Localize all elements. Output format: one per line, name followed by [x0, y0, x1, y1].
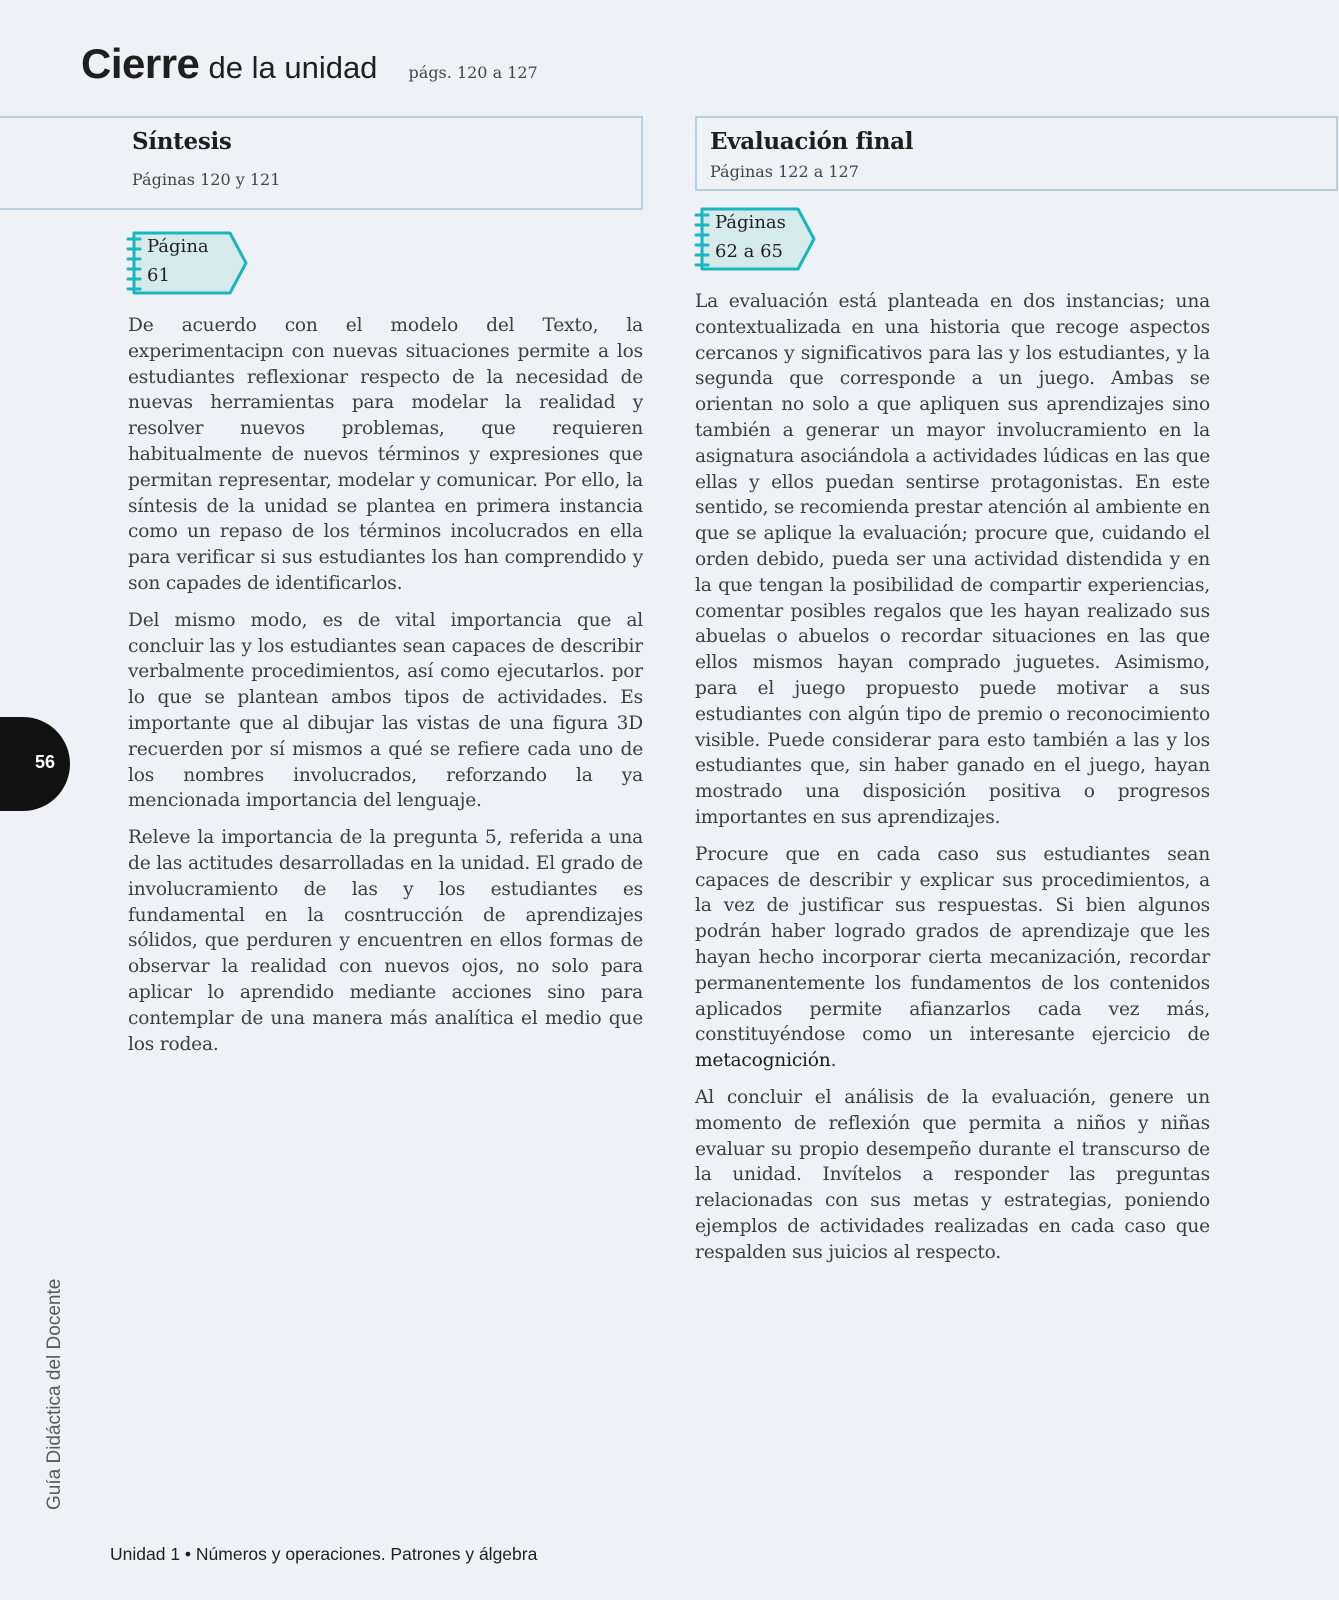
- evaluacion-paragraph-text: Procure que en cada caso sus estudiantes sean capaces de describir y explicar sus procedimientos, a la vez de justificar sus respuestas. Si bien algunos podrán haber logrado grados de aprendizaje que les hayan hecho incorporar cierta mecanización, recordar permanentemente los fundamentos de los contenidos aplicados permite afianzarlos cada vez más, constituyéndose como un interesante ejercicio de: [695, 843, 1210, 1046]
- page-header: [81, 40, 538, 88]
- evaluacion-tag-line2: 62 a 65: [715, 241, 783, 262]
- sintesis-tag-line2: 61: [147, 265, 170, 286]
- page-title-sub: de la unidad: [208, 50, 378, 85]
- evaluacion-tag-line1: Páginas: [715, 212, 786, 233]
- metacognicion-term: metacognición: [695, 1050, 831, 1072]
- footer: Unidad 1 • Números y operaciones. Patrones y álgebra: [110, 1544, 538, 1564]
- evaluacion-title: Evaluación final: [710, 128, 914, 155]
- sintesis-pages: Páginas 120 y 121: [132, 170, 281, 189]
- sintesis-body: [128, 313, 643, 1068]
- metacognicion-suffix: .: [830, 1050, 837, 1072]
- sintesis-paragraph: Del mismo modo, es de vital importancia que al concluir las y los estudiantes sean capaces de describir verbalmente procedimientos, así como ejecutarlos. por lo que se plantean ambos tipos de actividades. Es importante que al dibujar las vistas de una figura 3D recuerden por sí mismos a qué se refiere cada uno de los nombres involucrados, reforzando la ya mencionada importancia del lenguaje.: [128, 609, 643, 812]
- page-range: págs. 120 a 127: [408, 63, 538, 82]
- sintesis-paragraph: Releve la importancia de la pregunta 5, referida a una de las actitudes desarrolladas en la unidad. El grado de involucramiento de las y los estudiantes es fundamental en la cosntrucción de aprendizajes sólidos, que perduren y encuentren en ellos formas de observar la realidad con nuevos ojos, no solo para aplicar lo aprendido mediante acciones sino para contemplar de una manera más analítica el medio que los rodea.: [128, 827, 643, 1055]
- evaluacion-body: [695, 289, 1210, 1276]
- evaluacion-header-box: [695, 116, 1338, 191]
- sintesis-title: Síntesis: [132, 128, 232, 155]
- side-label: Guía Didáctica del Docente: [44, 1278, 65, 1510]
- evaluacion-pages: Páginas 122 a 127: [710, 162, 859, 181]
- sintesis-paragraph: De acuerdo con el modelo del Texto, la experimentacipn con nuevas situaciones permite a los estudiantes reflexionar respecto de la necesidad de nuevas herramientas para modelar la realidad y resolver nuevos problemas, que requieren habitualmente de nuevos términos y expresiones que permitan representar, modelar y comunicar. Por ello, la síntesis de la unidad se plantea en primera instancia como un repaso de los términos incolucrados en ella para verificar si sus estudiantes los han comprendido y son capades de identificarlos.: [128, 315, 643, 594]
- page-number: 56: [35, 752, 56, 772]
- evaluacion-paragraph: Al concluir el análisis de la evaluación, genere un momento de reflexión que permita a niños y niñas evaluar su propio desempeño durante el transcurso de la unidad. Invítelos a responder las preguntas relacionadas con sus metas y estrategias, poniendo ejemplos de actividades realizadas en cada caso que respalden sus juicios al respecto.: [695, 1086, 1210, 1263]
- page-title-main: Cierre: [81, 40, 200, 87]
- evaluacion-paragraph: La evaluación está planteada en dos instancias; una contextualizada en una historia que recoge aspectos cercanos y significativos para las y los estudiantes, y la segunda que corresponde a un juego. Ambas se orientan no solo a que apliquen sus aprendizajes sino también a generar un mayor involucramiento en la asignatura asociándola a actividades lúdicas en las que ellas y ellos puedan sentirse protagonistas. En este sentido, se recomienda prestar atención al ambiente en que se aplique la evaluación; procure que, cuidando el orden debido, pueda ser una actividad distendida y en la que tengan la posibilidad de compartir experiencias, comentar posibles regalos que les hayan realizado sus abuelas o abuelos o recordar situaciones en las que ellos mismos hayan comprado juguetes. Asimismo, para el juego propuesto puede motivar a sus estudiantes con algún tipo de premio o reconocimiento visible. Puede considerar para esto también a las y los estudiantes que, sin haber ganado en el juego, hayan mostrado una disposición positiva o progresos importantes en sus aprendizajes.: [695, 291, 1210, 828]
- evaluacion-page-tag: [694, 205, 818, 273]
- evaluacion-paragraph-metacognicion: [695, 842, 1210, 1074]
- sintesis-page-tag: [126, 229, 250, 297]
- sintesis-tag-line1: Página: [147, 236, 209, 257]
- sintesis-header-box: [0, 116, 643, 210]
